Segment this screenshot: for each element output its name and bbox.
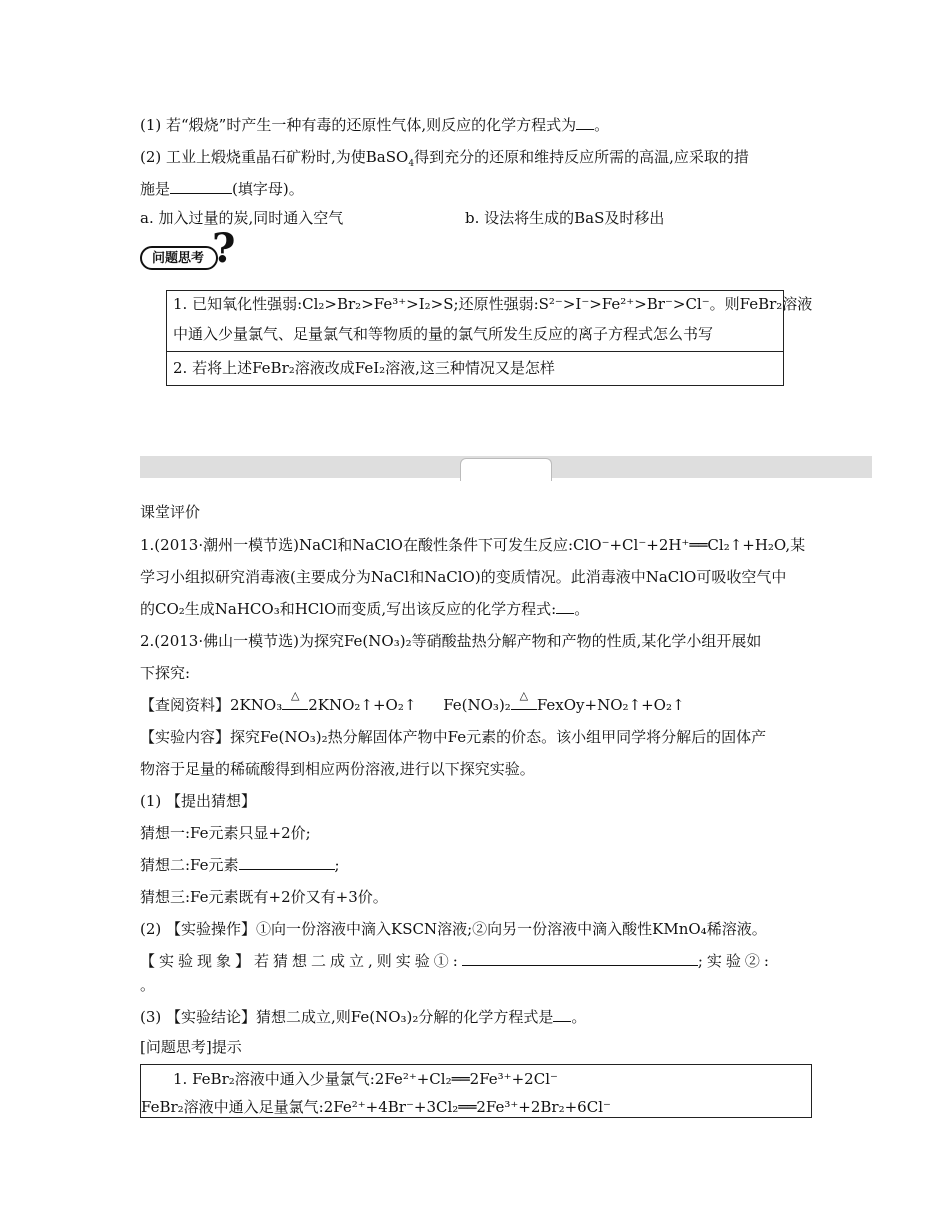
period: 。 [571, 1008, 587, 1026]
hint-box [140, 1064, 812, 1118]
heat-arrow [511, 689, 537, 710]
think-q1-line-1: 1. 已知氧化性强弱:Cl₂>Br₂>Fe³⁺>I₂>S;还原性强弱:S²⁻>I⁻>Fe²⁺>Br⁻>Cl⁻。则FeBr₂溶液 [173, 295, 813, 313]
think-box-row-1 [167, 291, 813, 352]
section-tab [460, 458, 552, 481]
step-3-text: (3) 【实验结论】猜想二成立,则Fe(NO₃)₂分解的化学方程式是 [140, 1008, 554, 1026]
eval-q2-line-1: 2.(2013·佛山一模节选)为探究Fe(NO₃)₂等硝酸盐热分解产物和产物的性质,某化学小组开展如 [140, 632, 762, 650]
period: 。 [140, 976, 156, 994]
think-q2: 2. 若将上述FeBr₂溶液改成FeI₂溶液,这三种情况又是怎样 [173, 359, 555, 377]
option-b: b. 设法将生成的BaS及时移出 [465, 209, 665, 227]
period: 。 [594, 116, 610, 134]
eval-q1-line-2: 学习小组拟研究消毒液(主要成分为NaCl和NaClO)的变质情况。此消毒液中NaClO可吸收空气中 [140, 568, 787, 586]
phenomenon-line [140, 951, 773, 971]
question-mark-icon: ? [212, 225, 236, 272]
question-1-line [140, 115, 609, 135]
experiment-line-2: 物溶于足量的稀硫酸得到相应两份溶液,进行以下探究实验。 [140, 760, 535, 778]
step-3-conclusion [140, 1007, 586, 1027]
heat-arrow [282, 689, 308, 710]
eq1-right: 2KNO₂↑+O₂↑ [308, 696, 417, 714]
eval-q1-line-1: 1.(2013·潮州一模节选)NaCl和NaClO在酸性条件下可发生反应:ClO⁻+Cl⁻+2H⁺══Cl₂↑+H₂O,某 [140, 536, 806, 554]
option-a: a. 加入过量的炭,同时通入空气 [140, 209, 344, 227]
question-1-text: (1) 若“煅烧”时产生一种有毒的还原性气体,则反应的化学方程式为 [140, 116, 577, 134]
guess-3: 猜想三:Fe元素既有+2价又有+3价。 [140, 888, 388, 906]
eq2-right: FexOy+NO₂↑+O₂↑ [536, 696, 685, 714]
question-2-line-2 [140, 179, 304, 199]
answer-blank [239, 855, 335, 870]
eval-q2-line-2: 下探究: [140, 664, 191, 682]
hint-line-1: 1. FeBr₂溶液中通入少量氯气:2Fe²⁺+Cl₂══2Fe³⁺+2Cl⁻ [173, 1070, 558, 1088]
delta-symbol: △ [519, 689, 529, 702]
think-badge [140, 246, 218, 270]
section-title: 课堂评价 [140, 503, 201, 521]
answer-blank [170, 179, 232, 194]
reference-line [140, 689, 685, 715]
reference-label: 【查阅资料】 [140, 696, 231, 714]
question-2-line-1: (2) 工业上煅烧重晶石矿粉时,为使BaSO$_4$得到充分的还原和维持反应所需的高温,应采取的措 [140, 148, 749, 169]
think-badge-label: 问题思考 [152, 251, 205, 266]
eval-q1-line-3-text: 的CO₂生成NaHCO₃和HClO而变质,写出该反应的化学方程式: [140, 600, 557, 618]
phenomenon-text: 【实验现象】若猜想二成立,则实验①: [140, 952, 462, 970]
answer-blank [556, 599, 574, 614]
question-2-text-lead: 施是 [140, 180, 171, 198]
guess-2-text: 猜想二:Fe元素 [140, 856, 239, 874]
answer-blank [576, 115, 594, 130]
question-2-text: (2) 工业上煅烧重晶石矿粉时,为使BaSO [140, 148, 409, 166]
eval-q1-line-3 [140, 599, 589, 619]
eq1-left: 2KNO₃ [230, 696, 283, 714]
eq2-left: Fe(NO₃)₂ [443, 696, 511, 714]
delta-symbol: △ [290, 689, 300, 702]
hint-title: [问题思考]提示 [140, 1038, 242, 1056]
experiment-line-1: 【实验内容】探究Fe(NO₃)₂热分解固体产物中Fe元素的价态。该小组甲同学将分解后的固体产 [140, 728, 767, 746]
answer-blank [462, 951, 698, 966]
period: 。 [574, 600, 590, 618]
phenomenon-text-2: ;实验②: [697, 952, 773, 970]
guess-2 [140, 855, 340, 875]
question-2-hint: (填字母)。 [232, 180, 304, 198]
step-2-operation: (2) 【实验操作】①向一份溶液中滴入KSCN溶液;②向另一份溶液中滴入酸性KMnO₄稀溶液。 [140, 920, 767, 938]
hint-line-2: FeBr₂溶液中通入足量氯气:2Fe²⁺+4Br⁻+3Cl₂══2Fe³⁺+2Br₂+6Cl⁻ [141, 1098, 611, 1116]
guess-1: 猜想一:Fe元素只显+2价; [140, 824, 311, 842]
question-2-text-cont: 得到充分的还原和维持反应所需的高温,应采取的措 [414, 148, 749, 166]
think-box [166, 290, 813, 386]
think-q1-line-2: 中通入少量氯气、足量氯气和等物质的量的氯气所发生反应的离子方程式怎么书写 [173, 325, 714, 343]
step-1-title: (1) 【提出猜想】 [140, 792, 257, 810]
semicolon: ; [334, 856, 340, 874]
answer-blank [553, 1007, 571, 1022]
